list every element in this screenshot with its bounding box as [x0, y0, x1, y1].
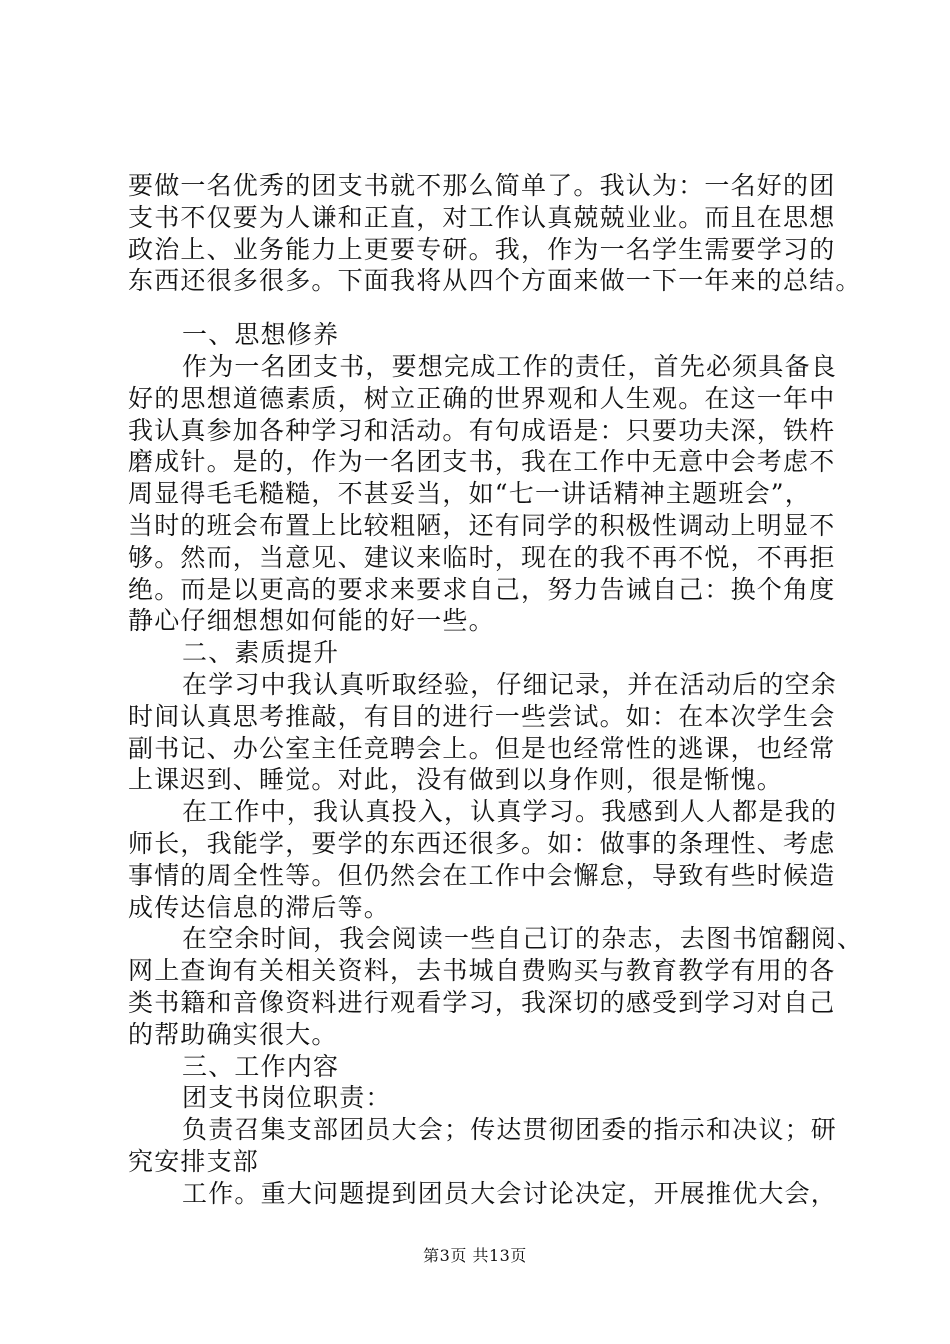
section2b-line-1: 在工作中，我认真投入，认真学习。我感到人人都是我的 [182, 797, 838, 827]
section1-line-4: 磨成针。是的，作为一名团支书，我在工作中无意中会考虑不 [128, 447, 836, 477]
section3-heading: 三、工作内容 [182, 1051, 340, 1081]
section2a-line-3: 副书记、办公室主任竞聘会上。但是也经常性的逃课，也经常 [128, 733, 836, 763]
section1-line-6: 当时的班会布置上比较粗陋，还有同学的积极性调动上明显不 [128, 510, 836, 540]
section1-line-9: 静心仔细想想如何能的好一些。 [128, 606, 495, 636]
intro-line-2: 支书不仅要为人谦和正直，对工作认真兢兢业业。而且在思想 [128, 202, 836, 232]
paragraph-gap [128, 297, 858, 319]
document-body [128, 170, 864, 1210]
section3-line-2: 究安排支部 [128, 1146, 260, 1176]
section3-line-3: 工作。重大问题提到团员大会讨论决定，开展推优大会， [182, 1178, 838, 1208]
intro-line-3: 政治上、业务能力上更要专研。我，作为一名学生需要学习的 [128, 234, 836, 264]
section2c-line-3: 类书籍和音像资料进行观看学习，我深切的感受到学习对自己 [128, 987, 836, 1017]
section1-line-7: 够。然而，当意见、建议来临时，现在的我不再不悦，不再拒 [128, 542, 836, 572]
intro-line-1: 要做一名优秀的团支书就不那么简单了。我认为：一名好的团 [128, 171, 836, 200]
section2a-line-2: 时间认真思考推敲，有目的进行一些尝试。如：在本次学生会 [128, 701, 836, 731]
section3-line-1: 负责召集支部团员大会；传达贯彻团委的指示和决议；研 [182, 1115, 838, 1145]
section2a-line-4: 上课迟到、睡觉。对此，没有做到以身作则，很是惭愧。 [128, 765, 784, 795]
section2a-line-1: 在学习中我认真听取经验，仔细记录，并在活动后的空余 [182, 669, 838, 699]
section1-heading: 一、思想修养 [182, 320, 340, 350]
section1-line-2: 好的思想道德素质，树立正确的世界观和人生观。在这一年中 [128, 383, 836, 413]
intro-line-4: 东西还很多很多。下面我将从四个方面来做一下一年来的总结。 [128, 266, 862, 296]
section2-heading: 二、素质提升 [182, 638, 340, 668]
section1-line-1: 作为一名团支书，要想完成工作的责任，首先必须具备良 [182, 351, 838, 381]
section2b-line-2: 师长，我能学，要学的东西还很多。如：做事的条理性、考虑 [128, 828, 836, 858]
section1-line-8: 绝。而是以更高的要求来要求自己，努力告诫自己：换个角度 [128, 574, 836, 604]
section2c-line-2: 网上查询有关相关资料，去书城自费购买与教育教学有用的各 [128, 956, 836, 986]
section1-line-5: 周显得毛毛糙糙，不甚妥当，如“七一讲话精神主题班会”， [128, 479, 811, 509]
section2c-line-4: 的帮助确实很大。 [128, 1019, 338, 1049]
section1-line-3: 我认真参加各种学习和活动。有句成语是：只要功夫深，铁杵 [128, 415, 836, 445]
section2c-line-1: 在空余时间，我会阅读一些自己订的杂志，去图书馆翻阅、 [182, 924, 864, 954]
section3-subheading: 团支书岗位职责： [182, 1083, 392, 1113]
section2b-line-3: 事情的周全性等。但仍然会在工作中会懈怠，导致有些时候造 [128, 860, 836, 890]
page-number-footer: 第3页 共13页 [423, 1246, 527, 1265]
section2b-line-4: 成传达信息的滞后等。 [128, 892, 391, 922]
